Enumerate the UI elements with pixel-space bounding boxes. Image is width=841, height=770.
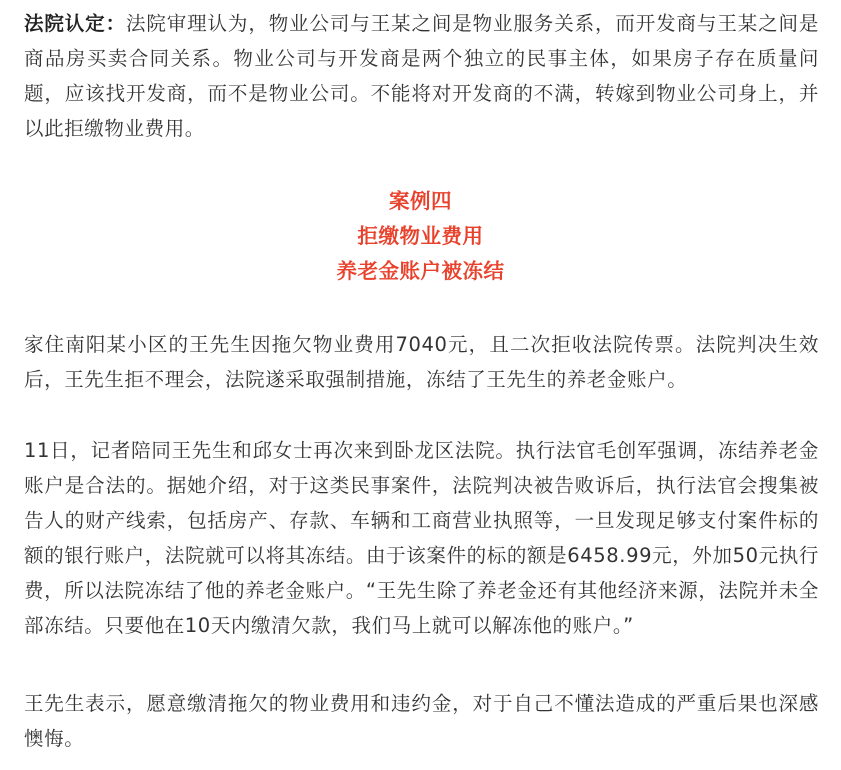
case-heading-number: 案例四 [389,189,452,213]
case-heading-title: 拒缴物业费用 [357,224,484,248]
paragraph-conclusion: 王先生表示，愿意缴清拖欠的物业费用和违约金，对于自己不懂法造成的严重后果也深感懊悔。 [24,692,819,750]
paragraph-text: 法院审理认为，物业公司与王某之间是物业服务关系，而开发商与王某之间是商品房买卖合同关系。物业公司与开发商是两个独立的民事主体，如果房子存在质量问题，应该找开发商，而不是物业公司。不能将对开发商的不满，转嫁到物业公司身上，并以此拒缴物业费用。 [24,12,819,140]
paragraph-lead-label: 法院认定： [24,12,126,35]
paragraph-court-ruling [24,6,819,146]
paragraph-court-explanation: 11日，记者陪同王先生和邱女士再次来到卧龙区法院。执行法官毛创军强调，冻结养老金账户是合法的。据她介绍，对于这类民事案件，法院判决被告败诉后，执行法官会搜集被告人的财产线索，包括房产、存款、车辆和工商营业执照等，一旦发现足够支付案件标的额的银行账户，法院就可以将其冻结。由于该案件的标的额是6458.99元，外加50元执行费，所以法院冻结了他的养老金账户。“王先生除了养老金还有其他经济来源，法院并未全部冻结。只要他在10天内缴清欠款，我们马上就可以解冻他的账户。” [24,439,819,637]
case-heading-subtitle: 养老金账户被冻结 [336,259,505,283]
paragraph-case-background: 家住南阳某小区的王先生因拖欠物业费用7040元，且二次拒收法院传票。法院判决生效后，王先生拒不理会，法院遂采取强制措施，冻结了王先生的养老金账户。 [24,333,819,391]
case-heading [0,184,841,289]
